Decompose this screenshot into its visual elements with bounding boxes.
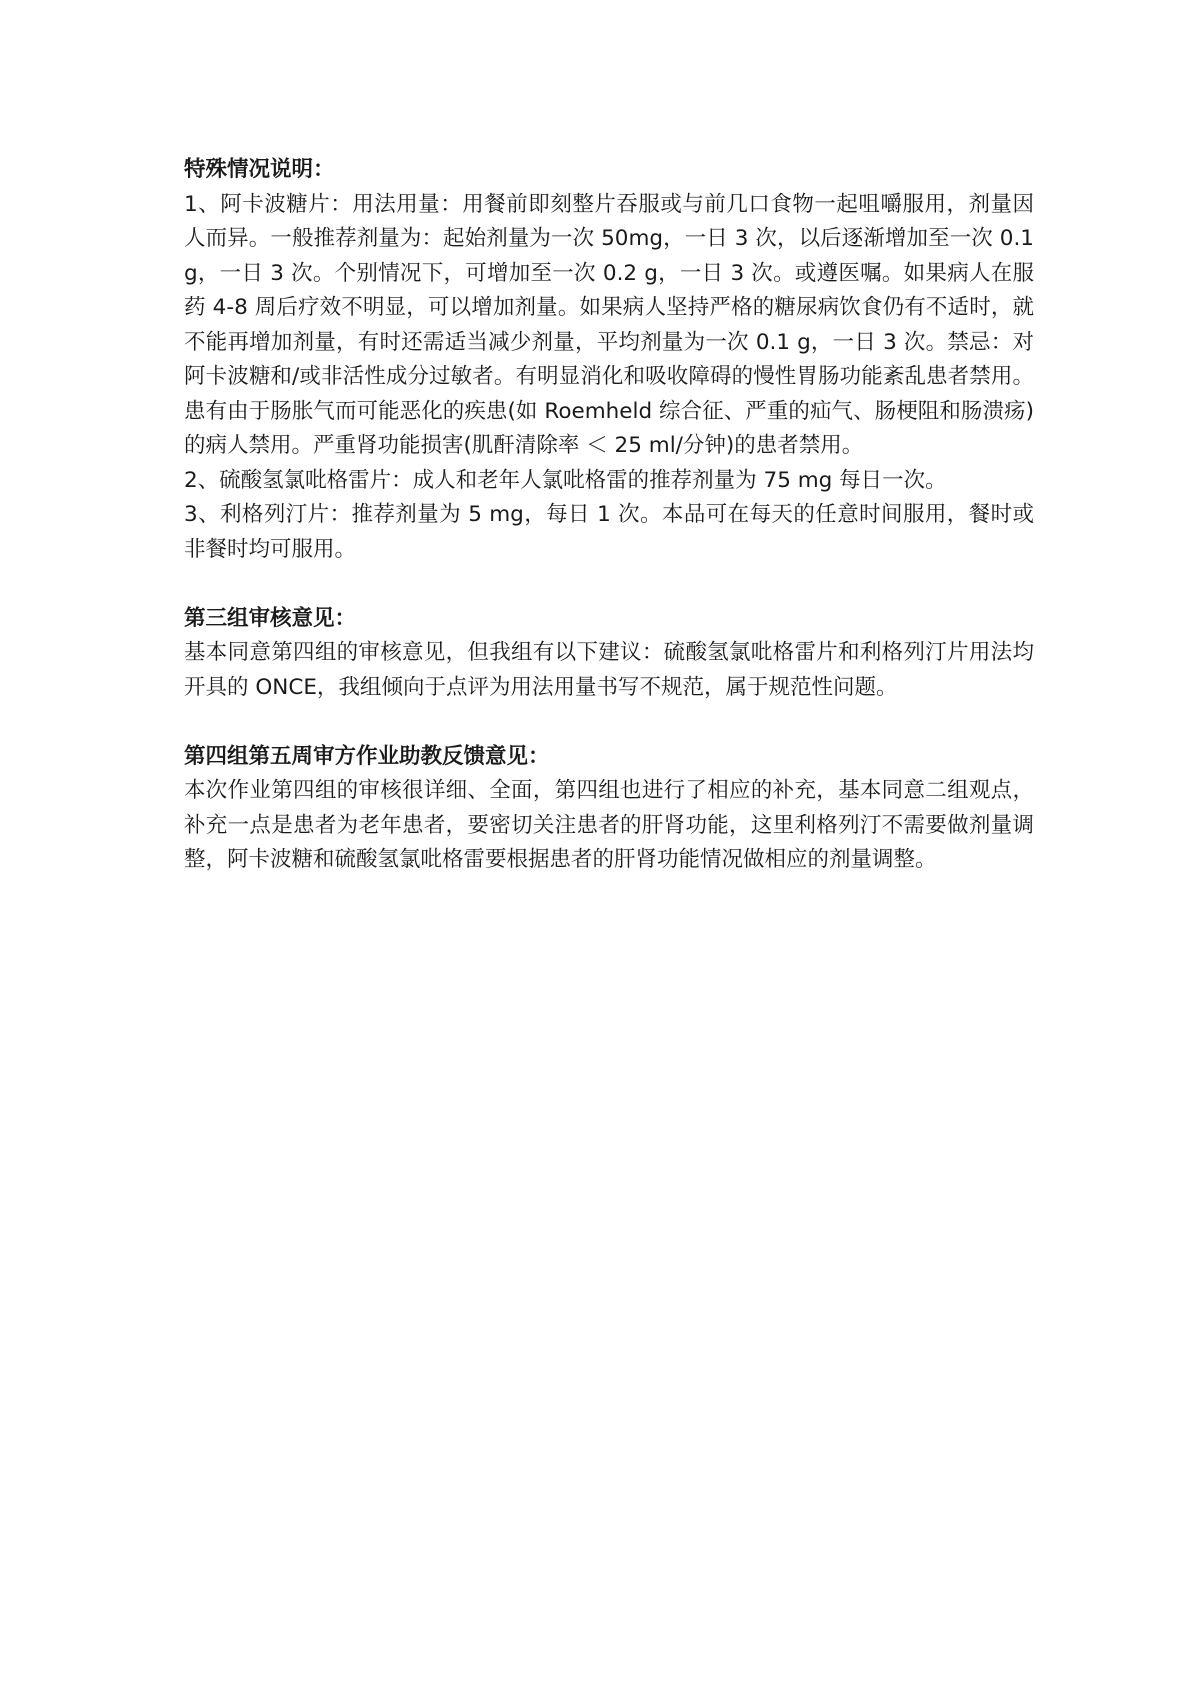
clopidogrel-paragraph: 2、硫酸氢氯吡格雷片：成人和老年人氯吡格雷的推荐剂量为 75 mg 每日一次。 [184,467,947,493]
ta-feedback-paragraph: 本次作业第四组的审核很详细、全面，第四组也进行了相应的补充，基本同意二组观点，补充一点是患者为老年患者，要密切关注患者的肝肾功能，这里利格列汀不需要做剂量调整，阿卡波糖和硫酸氢氯吡格雷要根据患者的肝肾功能情况做相应的剂量调整。 [184,778,1034,872]
group-three-review-paragraph: 基本同意第四组的审核意见，但我组有以下建议：硫酸氢氯吡格雷片和利格列汀片用法均开具的 ONCE，我组倾向于点评为用法用量书写不规范，属于规范性问题。 [184,640,1034,700]
linagliptin-paragraph: 3、利格列汀片：推荐剂量为 5 mg，每日 1 次。本品可在每天的任意时间服用，餐时或非餐时均可服用。 [184,502,1034,562]
ta-feedback-section [184,740,1034,878]
special-notes-section [184,153,1034,567]
acarbose-paragraph: 1、阿卡波糖片：用法用量：用餐前即刻整片吞服或与前几口食物一起咀嚼服用，剂量因人而异。一般推荐剂量为：起始剂量为一次 50mg，一日 3 次，以后逐渐增加至一次 0.1g，一日 3 次。个别情况下，可增加至一次 0.2 g，一日 3 次。或遵医嘱。如果病人在服药 4-8 周后疗效不明显，可以增加剂量。如果病人坚持严格的糖尿病饮食仍有不适时，就不能再增加剂量，有时还需适当减少剂量，平均剂量为一次 0.1 g，一日 3 次。禁忌：对阿卡波糖和/或非活性成分过敏者。有明显消化和吸收障碍的慢性胃肠功能紊乱患者禁用。患有由于肠胀气而可能恶化的疾患(如 Roemheld 综合征、严重的疝气、肠梗阻和肠溃疡)的病人禁用。严重肾功能损害(肌酐清除率 ＜ 25 ml/分钟)的患者禁用。 [184,191,1034,458]
ta-feedback-heading: 第四组第五周审方作业助教反馈意见： [184,743,550,769]
document-body [184,153,1034,878]
group-three-review-section [184,602,1034,706]
special-notes-heading: 特殊情况说明： [184,157,335,182]
group-three-review-heading: 第三组审核意见： [184,605,357,631]
